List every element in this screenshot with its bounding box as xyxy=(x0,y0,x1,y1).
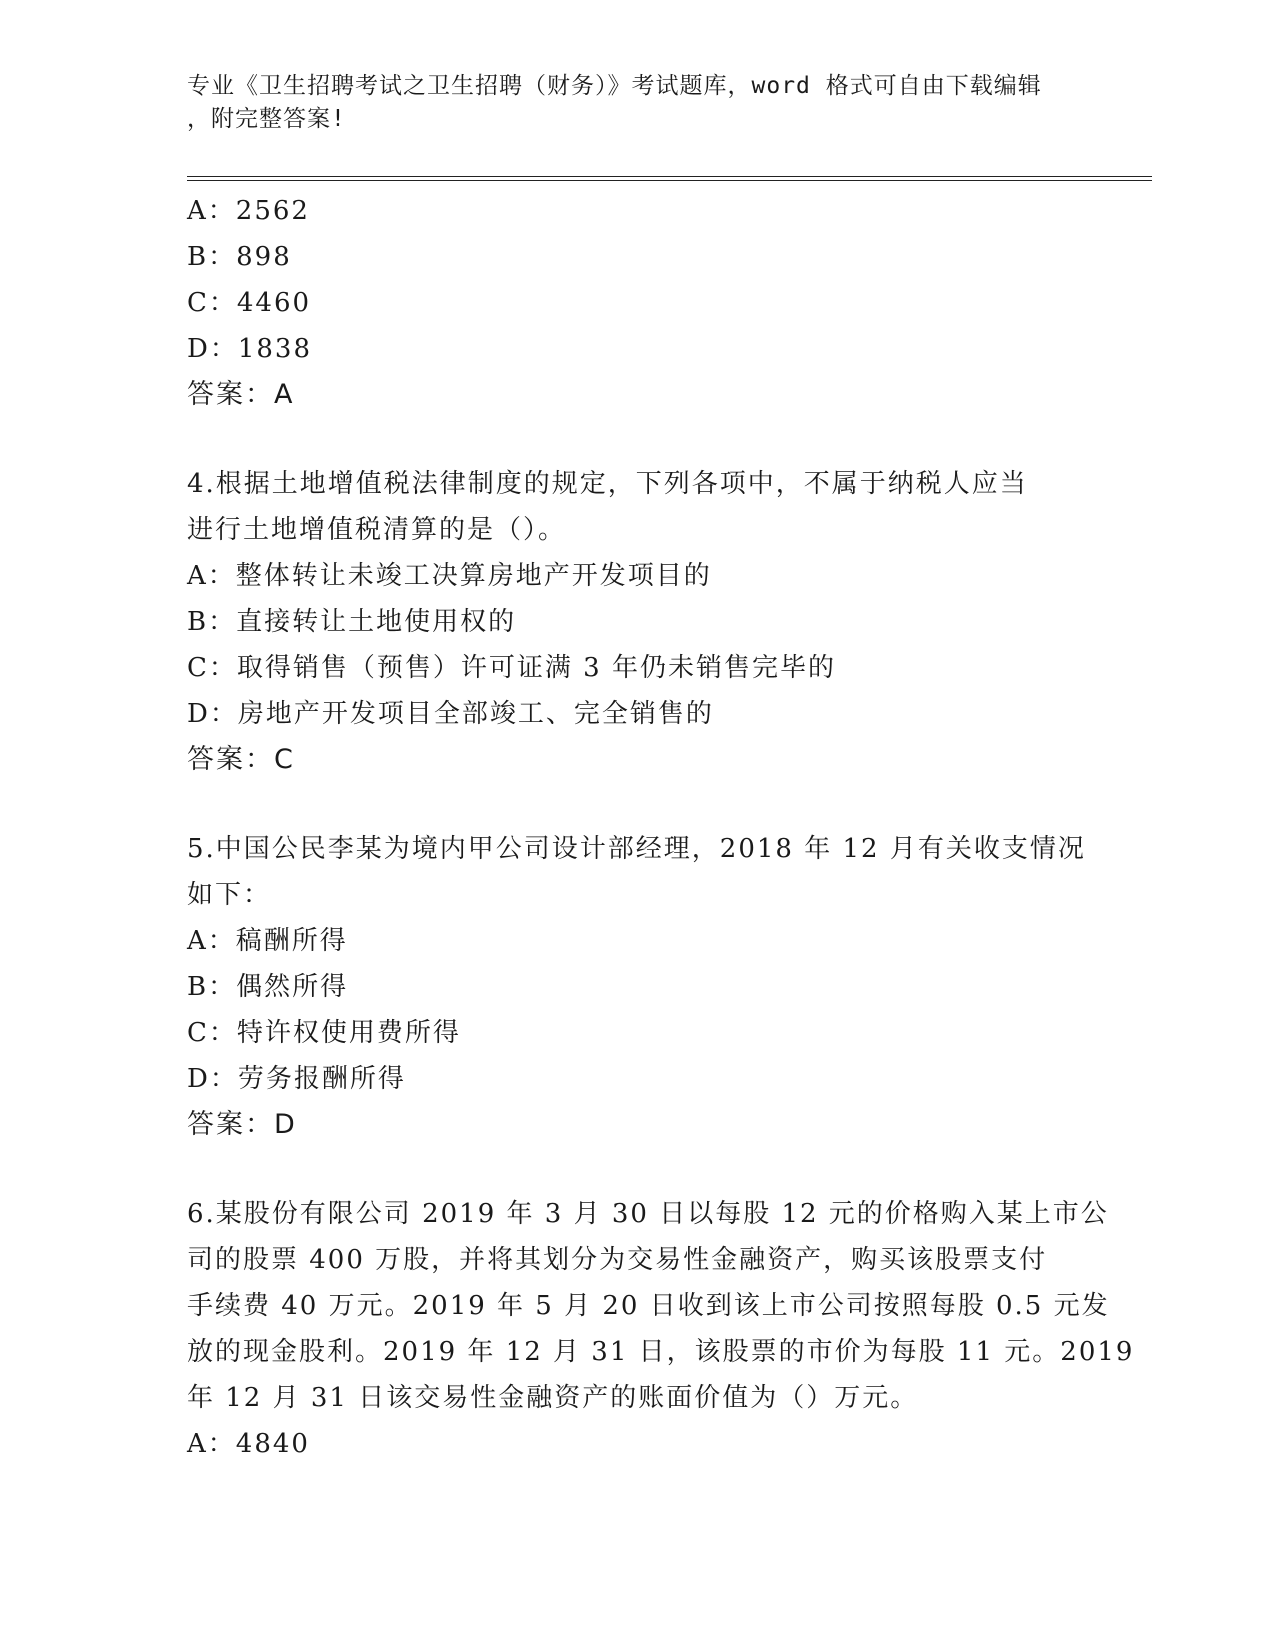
option-b: B：898 xyxy=(187,242,292,272)
question-stem-line: 进行土地增值税清算的是（）。 xyxy=(187,515,567,545)
option-b: B：偶然所得 xyxy=(187,972,349,1002)
document-header xyxy=(187,70,1067,136)
answer-line: 答案：A xyxy=(187,379,295,410)
option-c: C：4460 xyxy=(187,288,312,318)
question-stem-line: 4.根据土地增值税法律制度的规定，下列各项中，不属于纳税人应当 xyxy=(187,469,1028,499)
question-stem-line: 如下： xyxy=(187,880,272,910)
spacer xyxy=(187,418,1087,461)
option-a: A：稿酬所得 xyxy=(187,926,348,956)
header-line-2: ，附完整答案! xyxy=(187,106,346,132)
spacer xyxy=(187,783,1087,826)
question-stem-line: 6.某股份有限公司 2019 年 3 月 30 日以每股 12 元的价格购入某上市公 xyxy=(187,1199,1109,1229)
question-stem-line: 5.中国公民李某为境内甲公司设计部经理，2018 年 12 月有关收支情况 xyxy=(187,834,1086,864)
option-d: D：房地产开发项目全部竣工、完全销售的 xyxy=(187,699,714,729)
question-stem-line: 手续费 40 万元。2019 年 5 月 20 日收到该上市公司按照每股 0.5 元发 xyxy=(187,1291,1110,1321)
option-c: C：特许权使用费所得 xyxy=(187,1018,461,1048)
option-a: A：4840 xyxy=(187,1429,310,1459)
question-list xyxy=(187,188,1135,1467)
question-stem-line: 年 12 月 31 日该交易性金融资产的账面价值为（）万元。 xyxy=(187,1383,919,1413)
spacer xyxy=(187,1148,1087,1191)
question-5 xyxy=(187,826,1087,1148)
answer-line: 答案：D xyxy=(187,1109,297,1140)
option-b: B：直接转让土地使用权的 xyxy=(187,607,517,637)
option-c: C：取得销售（预售）许可证满 3 年仍未销售完毕的 xyxy=(187,653,836,683)
header-line-1: 专业《卫生招聘考试之卫生招聘（财务）》考试题库，word 格式可自由下载编辑 xyxy=(187,73,1042,99)
answer-line: 答案：C xyxy=(187,744,295,775)
option-d: D：1838 xyxy=(187,334,313,364)
header-divider xyxy=(187,176,1152,181)
option-a: A：2562 xyxy=(187,196,310,226)
question-3 xyxy=(187,188,1087,418)
question-6 xyxy=(187,1191,1135,1467)
question-4 xyxy=(187,461,1087,783)
question-stem-line: 放的现金股利。2019 年 12 月 31 日，该股票的市价为每股 11 元。2019 xyxy=(187,1337,1135,1367)
option-d: D：劳务报酬所得 xyxy=(187,1064,406,1094)
option-a: A：整体转让未竣工决算房地产开发项目的 xyxy=(187,561,712,591)
question-stem-line: 司的股票 400 万股，并将其划分为交易性金融资产，购买该股票支付 xyxy=(187,1245,1048,1275)
